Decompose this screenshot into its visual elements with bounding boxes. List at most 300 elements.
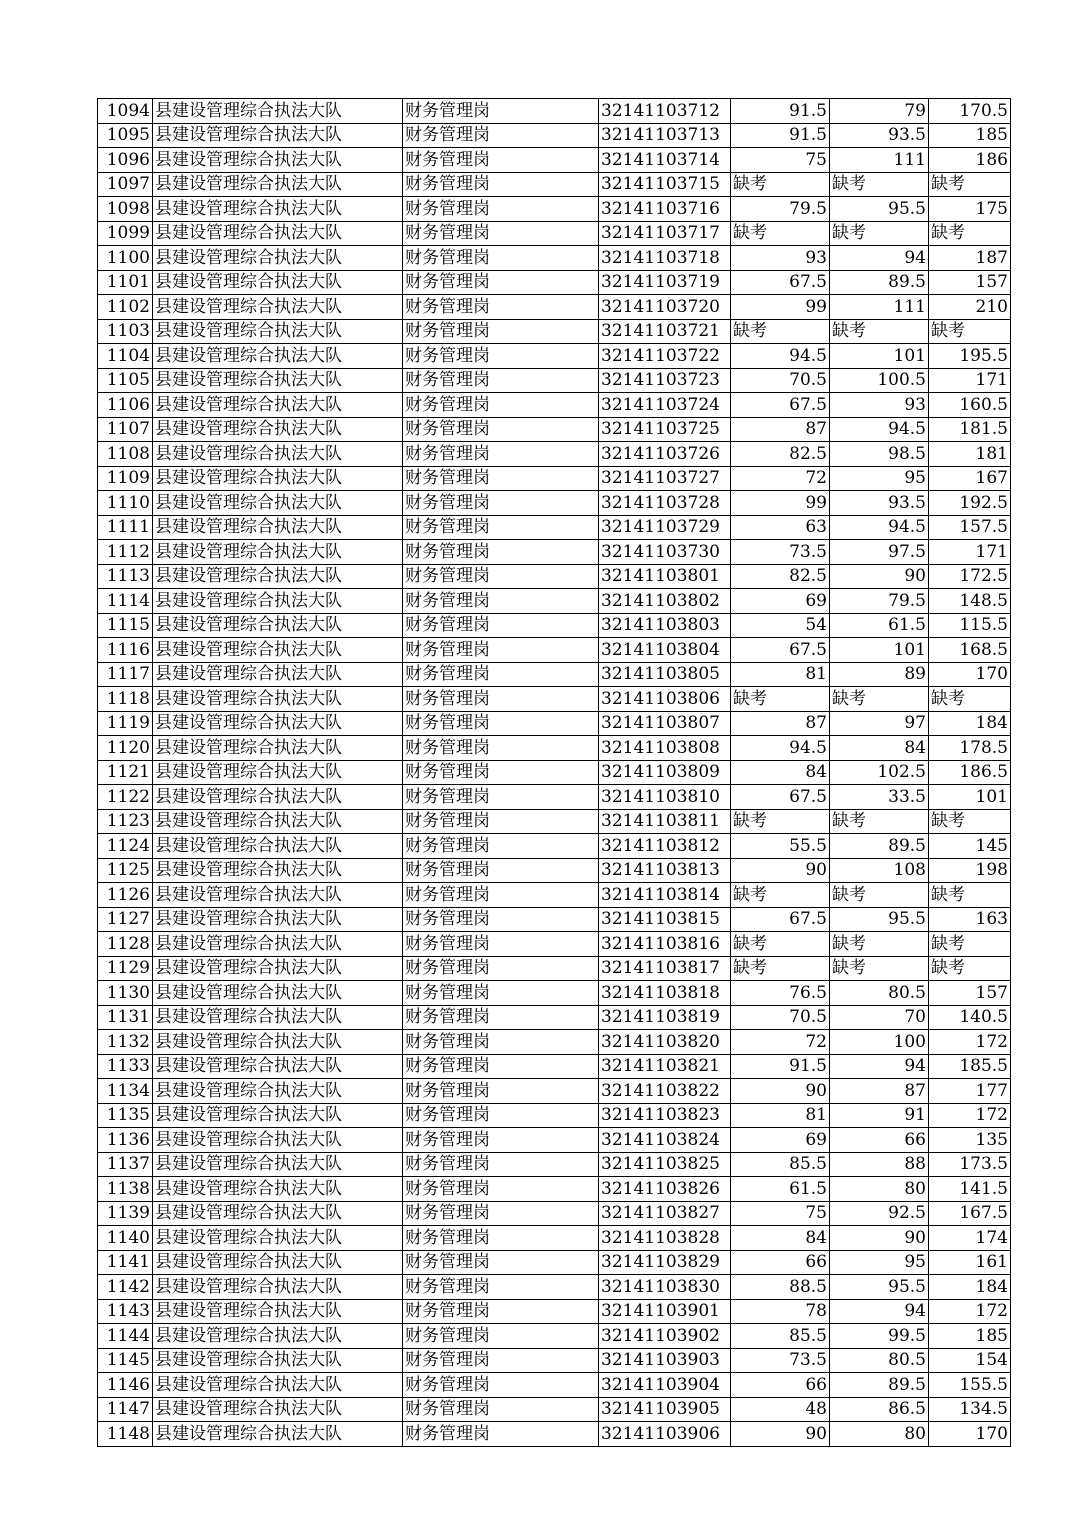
unit-name-cell: 县建设管理综合执法大队 xyxy=(153,540,403,565)
score-2-cell: 80 xyxy=(830,1422,929,1447)
table-row xyxy=(98,883,1011,908)
score-2-cell: 缺考 xyxy=(830,809,929,834)
table-row xyxy=(98,1348,1011,1373)
score-2-cell: 101 xyxy=(830,344,929,369)
score-2-cell: 94 xyxy=(830,1054,929,1079)
score-1-cell: 99 xyxy=(731,295,830,320)
score-2-cell: 80.5 xyxy=(830,1348,929,1373)
post-name-cell: 财务管理岗 xyxy=(403,123,599,148)
table-row xyxy=(98,589,1011,614)
score-2-cell: 100.5 xyxy=(830,368,929,393)
score-2-cell: 缺考 xyxy=(830,172,929,197)
score-2-cell: 88 xyxy=(830,1152,929,1177)
unit-name-cell: 县建设管理综合执法大队 xyxy=(153,491,403,516)
total-score-cell: 148.5 xyxy=(929,589,1011,614)
score-1-cell: 94.5 xyxy=(731,344,830,369)
exam-id-cell: 32141103727 xyxy=(599,466,731,491)
row-number-cell: 1141 xyxy=(98,1250,153,1275)
score-2-cell: 95 xyxy=(830,466,929,491)
exam-id-cell: 32141103815 xyxy=(599,907,731,932)
total-score-cell: 185 xyxy=(929,123,1011,148)
unit-name-cell: 县建设管理综合执法大队 xyxy=(153,319,403,344)
exam-id-cell: 32141103820 xyxy=(599,1030,731,1055)
unit-name-cell: 县建设管理综合执法大队 xyxy=(153,1005,403,1030)
row-number-cell: 1147 xyxy=(98,1397,153,1422)
unit-name-cell: 县建设管理综合执法大队 xyxy=(153,589,403,614)
exam-id-cell: 32141103712 xyxy=(599,99,731,124)
row-number-cell: 1142 xyxy=(98,1275,153,1300)
row-number-cell: 1130 xyxy=(98,981,153,1006)
total-score-cell: 187 xyxy=(929,246,1011,271)
score-2-cell: 缺考 xyxy=(830,221,929,246)
post-name-cell: 财务管理岗 xyxy=(403,1299,599,1324)
post-name-cell: 财务管理岗 xyxy=(403,1422,599,1447)
total-score-cell: 140.5 xyxy=(929,1005,1011,1030)
total-score-cell: 157.5 xyxy=(929,515,1011,540)
score-1-cell: 67.5 xyxy=(731,785,830,810)
exam-id-cell: 32141103726 xyxy=(599,442,731,467)
score-2-cell: 95.5 xyxy=(830,907,929,932)
row-number-cell: 1097 xyxy=(98,172,153,197)
score-1-cell: 87 xyxy=(731,711,830,736)
exam-id-cell: 32141103902 xyxy=(599,1324,731,1349)
table-row xyxy=(98,1201,1011,1226)
post-name-cell: 财务管理岗 xyxy=(403,687,599,712)
score-1-cell: 90 xyxy=(731,1079,830,1104)
post-name-cell: 财务管理岗 xyxy=(403,540,599,565)
total-score-cell: 172 xyxy=(929,1030,1011,1055)
table-row xyxy=(98,319,1011,344)
row-number-cell: 1103 xyxy=(98,319,153,344)
score-1-cell: 91.5 xyxy=(731,99,830,124)
post-name-cell: 财务管理岗 xyxy=(403,1103,599,1128)
score-2-cell: 缺考 xyxy=(830,687,929,712)
score-2-cell: 95.5 xyxy=(830,1275,929,1300)
post-name-cell: 财务管理岗 xyxy=(403,1348,599,1373)
table-row xyxy=(98,295,1011,320)
post-name-cell: 财务管理岗 xyxy=(403,662,599,687)
score-1-cell: 90 xyxy=(731,1422,830,1447)
post-name-cell: 财务管理岗 xyxy=(403,295,599,320)
row-number-cell: 1135 xyxy=(98,1103,153,1128)
total-score-cell: 198 xyxy=(929,858,1011,883)
table-row xyxy=(98,442,1011,467)
score-1-cell: 78 xyxy=(731,1299,830,1324)
row-number-cell: 1102 xyxy=(98,295,153,320)
unit-name-cell: 县建设管理综合执法大队 xyxy=(153,1250,403,1275)
total-score-cell: 145 xyxy=(929,834,1011,859)
exam-id-cell: 32141103830 xyxy=(599,1275,731,1300)
total-score-cell: 缺考 xyxy=(929,809,1011,834)
exam-id-cell: 32141103729 xyxy=(599,515,731,540)
row-number-cell: 1136 xyxy=(98,1128,153,1153)
row-number-cell: 1113 xyxy=(98,564,153,589)
exam-id-cell: 32141103807 xyxy=(599,711,731,736)
table-row xyxy=(98,760,1011,785)
row-number-cell: 1099 xyxy=(98,221,153,246)
row-number-cell: 1140 xyxy=(98,1226,153,1251)
total-score-cell: 141.5 xyxy=(929,1177,1011,1202)
score-2-cell: 93.5 xyxy=(830,491,929,516)
score-1-cell: 93 xyxy=(731,246,830,271)
row-number-cell: 1138 xyxy=(98,1177,153,1202)
row-number-cell: 1123 xyxy=(98,809,153,834)
row-number-cell: 1116 xyxy=(98,638,153,663)
table-row xyxy=(98,515,1011,540)
unit-name-cell: 县建设管理综合执法大队 xyxy=(153,466,403,491)
table-row xyxy=(98,344,1011,369)
score-2-cell: 缺考 xyxy=(830,956,929,981)
score-1-cell: 94.5 xyxy=(731,736,830,761)
score-1-cell: 48 xyxy=(731,1397,830,1422)
unit-name-cell: 县建设管理综合执法大队 xyxy=(153,638,403,663)
exam-id-cell: 32141103829 xyxy=(599,1250,731,1275)
row-number-cell: 1128 xyxy=(98,932,153,957)
post-name-cell: 财务管理岗 xyxy=(403,711,599,736)
score-2-cell: 66 xyxy=(830,1128,929,1153)
unit-name-cell: 县建设管理综合执法大队 xyxy=(153,1152,403,1177)
row-number-cell: 1144 xyxy=(98,1324,153,1349)
table-row xyxy=(98,858,1011,883)
score-2-cell: 92.5 xyxy=(830,1201,929,1226)
total-score-cell: 210 xyxy=(929,295,1011,320)
table-row xyxy=(98,1152,1011,1177)
score-2-cell: 86.5 xyxy=(830,1397,929,1422)
table-row xyxy=(98,662,1011,687)
score-2-cell: 89.5 xyxy=(830,1373,929,1398)
table-row xyxy=(98,956,1011,981)
score-2-cell: 缺考 xyxy=(830,932,929,957)
post-name-cell: 财务管理岗 xyxy=(403,172,599,197)
score-1-cell: 91.5 xyxy=(731,123,830,148)
exam-id-cell: 32141103822 xyxy=(599,1079,731,1104)
post-name-cell: 财务管理岗 xyxy=(403,638,599,663)
row-number-cell: 1105 xyxy=(98,368,153,393)
score-2-cell: 87 xyxy=(830,1079,929,1104)
total-score-cell: 115.5 xyxy=(929,613,1011,638)
score-2-cell: 99.5 xyxy=(830,1324,929,1349)
score-1-cell: 82.5 xyxy=(731,442,830,467)
score-2-cell: 94 xyxy=(830,1299,929,1324)
score-1-cell: 90 xyxy=(731,858,830,883)
unit-name-cell: 县建设管理综合执法大队 xyxy=(153,785,403,810)
post-name-cell: 财务管理岗 xyxy=(403,515,599,540)
total-score-cell: 185 xyxy=(929,1324,1011,1349)
unit-name-cell: 县建设管理综合执法大队 xyxy=(153,1177,403,1202)
post-name-cell: 财务管理岗 xyxy=(403,834,599,859)
exam-id-cell: 32141103721 xyxy=(599,319,731,344)
unit-name-cell: 县建设管理综合执法大队 xyxy=(153,197,403,222)
total-score-cell: 192.5 xyxy=(929,491,1011,516)
total-score-cell: 173.5 xyxy=(929,1152,1011,1177)
unit-name-cell: 县建设管理综合执法大队 xyxy=(153,981,403,1006)
unit-name-cell: 县建设管理综合执法大队 xyxy=(153,1299,403,1324)
score-2-cell: 95 xyxy=(830,1250,929,1275)
score-1-cell: 85.5 xyxy=(731,1152,830,1177)
unit-name-cell: 县建设管理综合执法大队 xyxy=(153,442,403,467)
unit-name-cell: 县建设管理综合执法大队 xyxy=(153,564,403,589)
post-name-cell: 财务管理岗 xyxy=(403,466,599,491)
score-1-cell: 67.5 xyxy=(731,393,830,418)
score-2-cell: 90 xyxy=(830,564,929,589)
table-row xyxy=(98,1103,1011,1128)
row-number-cell: 1106 xyxy=(98,393,153,418)
row-number-cell: 1100 xyxy=(98,246,153,271)
unit-name-cell: 县建设管理综合执法大队 xyxy=(153,736,403,761)
unit-name-cell: 县建设管理综合执法大队 xyxy=(153,1226,403,1251)
unit-name-cell: 县建设管理综合执法大队 xyxy=(153,662,403,687)
score-1-cell: 69 xyxy=(731,1128,830,1153)
score-2-cell: 93.5 xyxy=(830,123,929,148)
table-row xyxy=(98,981,1011,1006)
table-row xyxy=(98,1128,1011,1153)
total-score-cell: 154 xyxy=(929,1348,1011,1373)
unit-name-cell: 县建设管理综合执法大队 xyxy=(153,1422,403,1447)
unit-name-cell: 县建设管理综合执法大队 xyxy=(153,613,403,638)
post-name-cell: 财务管理岗 xyxy=(403,1128,599,1153)
score-1-cell: 99 xyxy=(731,491,830,516)
post-name-cell: 财务管理岗 xyxy=(403,1373,599,1398)
unit-name-cell: 县建设管理综合执法大队 xyxy=(153,1201,403,1226)
exam-id-cell: 32141103716 xyxy=(599,197,731,222)
total-score-cell: 172.5 xyxy=(929,564,1011,589)
exam-id-cell: 32141103808 xyxy=(599,736,731,761)
score-1-cell: 88.5 xyxy=(731,1275,830,1300)
post-name-cell: 财务管理岗 xyxy=(403,1054,599,1079)
unit-name-cell: 县建设管理综合执法大队 xyxy=(153,834,403,859)
score-1-cell: 85.5 xyxy=(731,1324,830,1349)
score-1-cell: 82.5 xyxy=(731,564,830,589)
score-1-cell: 缺考 xyxy=(731,687,830,712)
row-number-cell: 1118 xyxy=(98,687,153,712)
row-number-cell: 1110 xyxy=(98,491,153,516)
score-1-cell: 76.5 xyxy=(731,981,830,1006)
post-name-cell: 财务管理岗 xyxy=(403,393,599,418)
score-1-cell: 87 xyxy=(731,417,830,442)
post-name-cell: 财务管理岗 xyxy=(403,907,599,932)
exam-id-cell: 32141103816 xyxy=(599,932,731,957)
score-1-cell: 66 xyxy=(731,1373,830,1398)
unit-name-cell: 县建设管理综合执法大队 xyxy=(153,858,403,883)
post-name-cell: 财务管理岗 xyxy=(403,344,599,369)
exam-id-cell: 32141103725 xyxy=(599,417,731,442)
row-number-cell: 1095 xyxy=(98,123,153,148)
row-number-cell: 1108 xyxy=(98,442,153,467)
score-2-cell: 111 xyxy=(830,295,929,320)
exam-id-cell: 32141103718 xyxy=(599,246,731,271)
row-number-cell: 1139 xyxy=(98,1201,153,1226)
total-score-cell: 163 xyxy=(929,907,1011,932)
unit-name-cell: 县建设管理综合执法大队 xyxy=(153,417,403,442)
table-row xyxy=(98,1079,1011,1104)
row-number-cell: 1094 xyxy=(98,99,153,124)
score-1-cell: 79.5 xyxy=(731,197,830,222)
score-2-cell: 61.5 xyxy=(830,613,929,638)
unit-name-cell: 县建设管理综合执法大队 xyxy=(153,246,403,271)
total-score-cell: 181 xyxy=(929,442,1011,467)
unit-name-cell: 县建设管理综合执法大队 xyxy=(153,1030,403,1055)
table-row xyxy=(98,368,1011,393)
exam-id-cell: 32141103722 xyxy=(599,344,731,369)
row-number-cell: 1117 xyxy=(98,662,153,687)
table-row xyxy=(98,1422,1011,1447)
exam-id-cell: 32141103825 xyxy=(599,1152,731,1177)
score-1-cell: 54 xyxy=(731,613,830,638)
unit-name-cell: 县建设管理综合执法大队 xyxy=(153,148,403,173)
score-2-cell: 97 xyxy=(830,711,929,736)
score-1-cell: 84 xyxy=(731,1226,830,1251)
table-row xyxy=(98,491,1011,516)
post-name-cell: 财务管理岗 xyxy=(403,1275,599,1300)
total-score-cell: 101 xyxy=(929,785,1011,810)
total-score-cell: 161 xyxy=(929,1250,1011,1275)
exam-id-cell: 32141103819 xyxy=(599,1005,731,1030)
unit-name-cell: 县建设管理综合执法大队 xyxy=(153,295,403,320)
post-name-cell: 财务管理岗 xyxy=(403,1152,599,1177)
total-score-cell: 175 xyxy=(929,197,1011,222)
total-score-cell: 缺考 xyxy=(929,956,1011,981)
unit-name-cell: 县建设管理综合执法大队 xyxy=(153,368,403,393)
score-2-cell: 100 xyxy=(830,1030,929,1055)
exam-id-cell: 32141103821 xyxy=(599,1054,731,1079)
unit-name-cell: 县建设管理综合执法大队 xyxy=(153,270,403,295)
row-number-cell: 1112 xyxy=(98,540,153,565)
exam-id-cell: 32141103802 xyxy=(599,589,731,614)
score-2-cell: 缺考 xyxy=(830,883,929,908)
score-1-cell: 63 xyxy=(731,515,830,540)
score-1-cell: 91.5 xyxy=(731,1054,830,1079)
exam-id-cell: 32141103901 xyxy=(599,1299,731,1324)
score-1-cell: 缺考 xyxy=(731,883,830,908)
score-1-cell: 缺考 xyxy=(731,809,830,834)
table-row xyxy=(98,270,1011,295)
unit-name-cell: 县建设管理综合执法大队 xyxy=(153,1128,403,1153)
exam-id-cell: 32141103810 xyxy=(599,785,731,810)
score-1-cell: 66 xyxy=(731,1250,830,1275)
score-2-cell: 89.5 xyxy=(830,834,929,859)
unit-name-cell: 县建设管理综合执法大队 xyxy=(153,221,403,246)
row-number-cell: 1121 xyxy=(98,760,153,785)
exam-id-cell: 32141103823 xyxy=(599,1103,731,1128)
row-number-cell: 1143 xyxy=(98,1299,153,1324)
post-name-cell: 财务管理岗 xyxy=(403,589,599,614)
score-2-cell: 93 xyxy=(830,393,929,418)
row-number-cell: 1132 xyxy=(98,1030,153,1055)
row-number-cell: 1131 xyxy=(98,1005,153,1030)
score-2-cell: 79 xyxy=(830,99,929,124)
post-name-cell: 财务管理岗 xyxy=(403,197,599,222)
exam-id-cell: 32141103714 xyxy=(599,148,731,173)
unit-name-cell: 县建设管理综合执法大队 xyxy=(153,515,403,540)
total-score-cell: 171 xyxy=(929,368,1011,393)
table-row xyxy=(98,172,1011,197)
exam-id-cell: 32141103814 xyxy=(599,883,731,908)
score-1-cell: 67.5 xyxy=(731,638,830,663)
exam-id-cell: 32141103809 xyxy=(599,760,731,785)
score-2-cell: 缺考 xyxy=(830,319,929,344)
unit-name-cell: 县建设管理综合执法大队 xyxy=(153,344,403,369)
table-row xyxy=(98,99,1011,124)
total-score-cell: 缺考 xyxy=(929,883,1011,908)
total-score-cell: 172 xyxy=(929,1299,1011,1324)
unit-name-cell: 县建设管理综合执法大队 xyxy=(153,99,403,124)
score-1-cell: 61.5 xyxy=(731,1177,830,1202)
total-score-cell: 186.5 xyxy=(929,760,1011,785)
unit-name-cell: 县建设管理综合执法大队 xyxy=(153,393,403,418)
unit-name-cell: 县建设管理综合执法大队 xyxy=(153,932,403,957)
post-name-cell: 财务管理岗 xyxy=(403,932,599,957)
row-number-cell: 1107 xyxy=(98,417,153,442)
score-2-cell: 91 xyxy=(830,1103,929,1128)
unit-name-cell: 县建设管理综合执法大队 xyxy=(153,1324,403,1349)
table-row xyxy=(98,932,1011,957)
table-row xyxy=(98,1397,1011,1422)
unit-name-cell: 县建设管理综合执法大队 xyxy=(153,883,403,908)
score-1-cell: 75 xyxy=(731,1201,830,1226)
total-score-cell: 167.5 xyxy=(929,1201,1011,1226)
total-score-cell: 170 xyxy=(929,1422,1011,1447)
row-number-cell: 1109 xyxy=(98,466,153,491)
table-row xyxy=(98,540,1011,565)
total-score-cell: 181.5 xyxy=(929,417,1011,442)
table-row xyxy=(98,1005,1011,1030)
total-score-cell: 缺考 xyxy=(929,319,1011,344)
total-score-cell: 缺考 xyxy=(929,932,1011,957)
score-1-cell: 缺考 xyxy=(731,221,830,246)
score-2-cell: 80.5 xyxy=(830,981,929,1006)
post-name-cell: 财务管理岗 xyxy=(403,1324,599,1349)
post-name-cell: 财务管理岗 xyxy=(403,613,599,638)
score-2-cell: 70 xyxy=(830,1005,929,1030)
unit-name-cell: 县建设管理综合执法大队 xyxy=(153,1079,403,1104)
score-2-cell: 97.5 xyxy=(830,540,929,565)
score-2-cell: 84 xyxy=(830,736,929,761)
table-row xyxy=(98,1030,1011,1055)
score-1-cell: 72 xyxy=(731,1030,830,1055)
post-name-cell: 财务管理岗 xyxy=(403,1030,599,1055)
score-1-cell: 81 xyxy=(731,662,830,687)
score-1-cell: 69 xyxy=(731,589,830,614)
row-number-cell: 1115 xyxy=(98,613,153,638)
exam-id-cell: 32141103824 xyxy=(599,1128,731,1153)
total-score-cell: 155.5 xyxy=(929,1373,1011,1398)
row-number-cell: 1111 xyxy=(98,515,153,540)
row-number-cell: 1122 xyxy=(98,785,153,810)
score-1-cell: 67.5 xyxy=(731,907,830,932)
table-row xyxy=(98,197,1011,222)
exam-id-cell: 32141103906 xyxy=(599,1422,731,1447)
exam-id-cell: 32141103724 xyxy=(599,393,731,418)
post-name-cell: 财务管理岗 xyxy=(403,1201,599,1226)
unit-name-cell: 县建设管理综合执法大队 xyxy=(153,172,403,197)
exam-id-cell: 32141103803 xyxy=(599,613,731,638)
exam-id-cell: 32141103720 xyxy=(599,295,731,320)
table-row xyxy=(98,1226,1011,1251)
exam-id-cell: 32141103828 xyxy=(599,1226,731,1251)
exam-id-cell: 32141103806 xyxy=(599,687,731,712)
table-row xyxy=(98,123,1011,148)
table-row xyxy=(98,1054,1011,1079)
score-1-cell: 84 xyxy=(731,760,830,785)
post-name-cell: 财务管理岗 xyxy=(403,442,599,467)
post-name-cell: 财务管理岗 xyxy=(403,270,599,295)
exam-id-cell: 32141103728 xyxy=(599,491,731,516)
unit-name-cell: 县建设管理综合执法大队 xyxy=(153,956,403,981)
score-1-cell: 55.5 xyxy=(731,834,830,859)
post-name-cell: 财务管理岗 xyxy=(403,1177,599,1202)
total-score-cell: 174 xyxy=(929,1226,1011,1251)
score-2-cell: 94.5 xyxy=(830,417,929,442)
